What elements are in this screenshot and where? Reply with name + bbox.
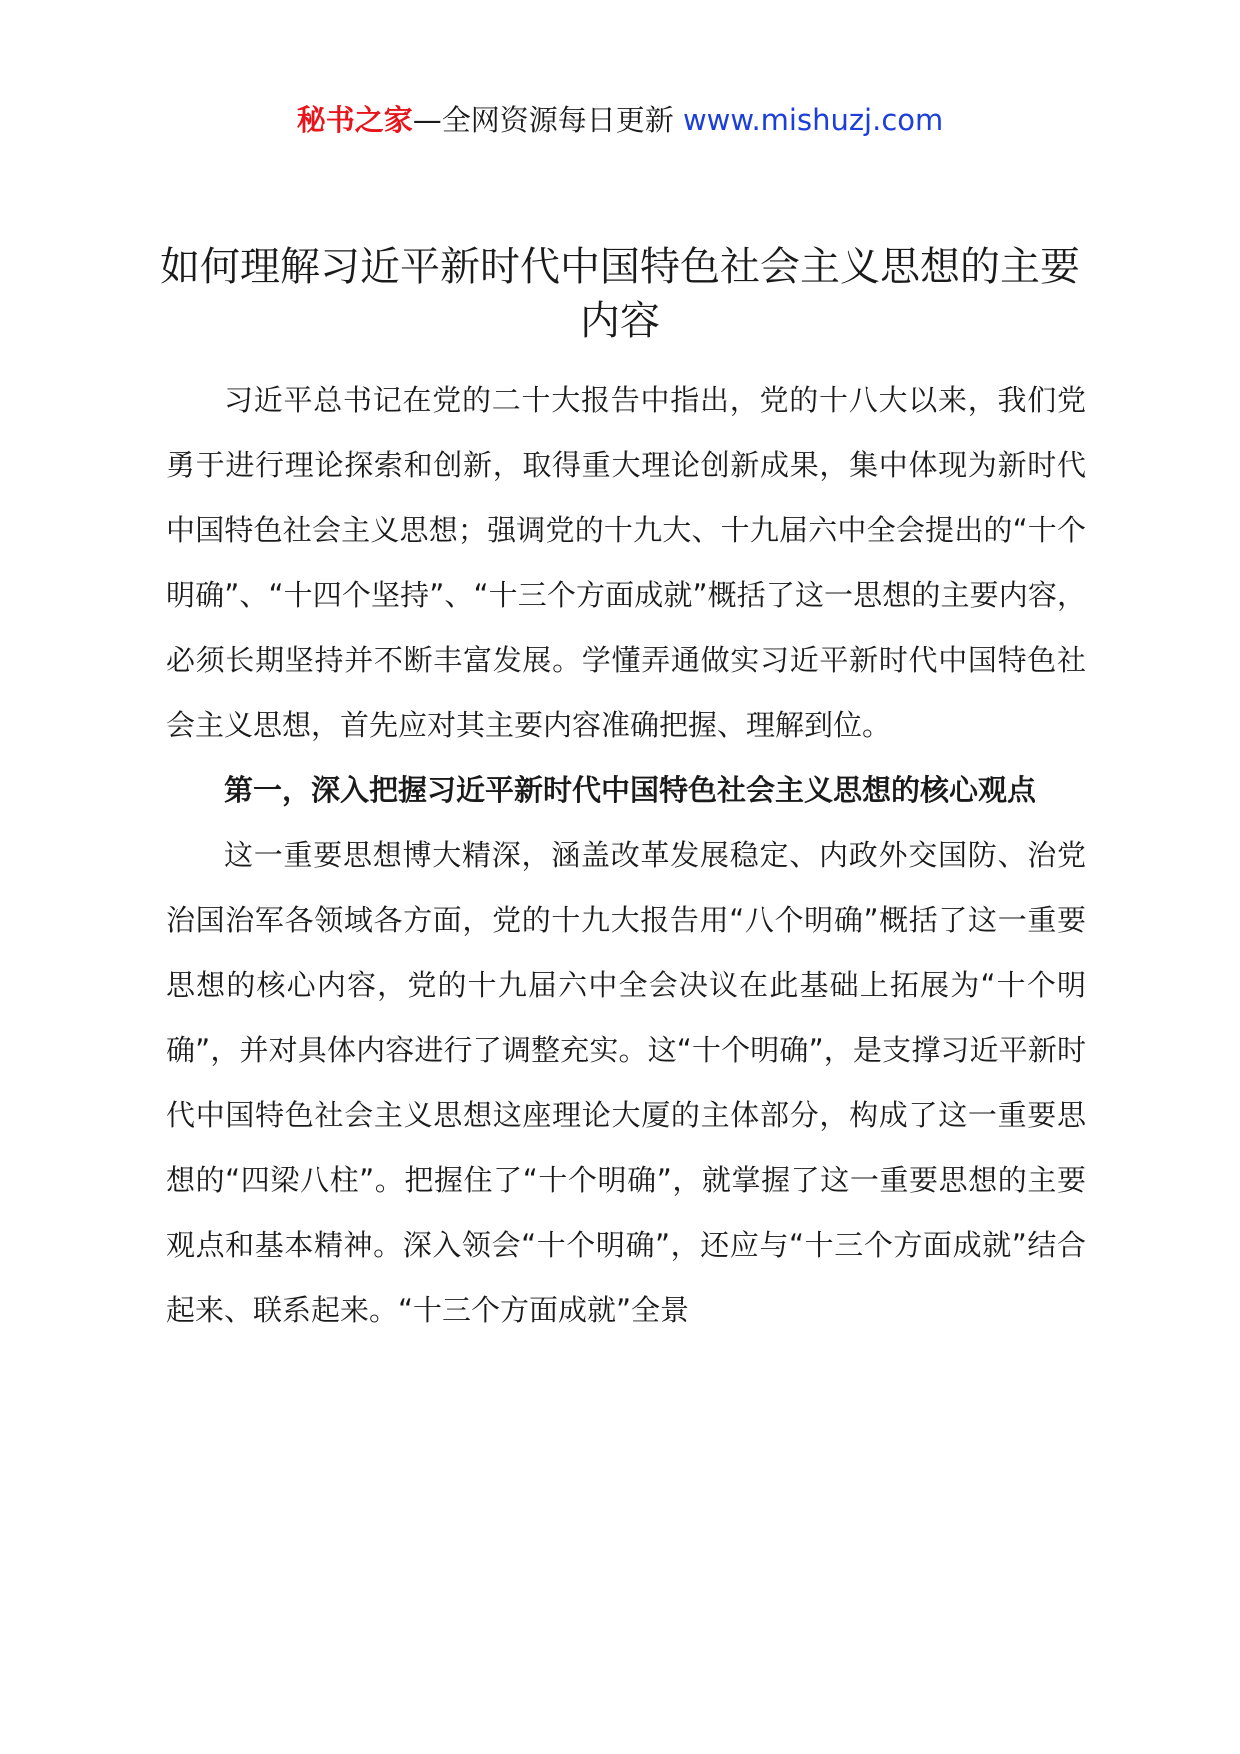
document-title: 如何理解习近平新时代中国特色社会主义思想的主要内容 xyxy=(160,244,1080,344)
site-brand: 秘书之家 xyxy=(296,103,413,137)
document-body xyxy=(166,368,1086,1343)
site-header xyxy=(0,100,1240,140)
site-tagline: —全网资源每日更新 xyxy=(412,103,674,137)
intro-paragraph: 习近平总书记在党的二十大报告中指出，党的十八大以来，我们党勇于进行理论探索和创新，取得重大理论创新成果，集中体现为新时代中国特色社会主义思想；强调党的十九大、十九届六中全会提出的“十个明确”、“十四个坚持”、“十三个方面成就”概括了这一思想的主要内容，必须长期坚持并不断丰富发展。学懂弄通做实习近平新时代中国特色社会主义思想，首先应对其主要内容准确把握、理解到位。 xyxy=(166,383,1086,742)
body-paragraph: 这一重要思想博大精深，涵盖改革发展稳定、内政外交国防、治党治国治军各领域各方面，党的十九大报告用“八个明确”概括了这一重要思想的核心内容，党的十九届六中全会决议在此基础上拓展为“十个明确”，并对具体内容进行了调整充实。这“十个明确”，是支撑习近平新时代中国特色社会主义思想这座理论大厦的主体部分，构成了这一重要思想的“四梁八柱”。把握住了“十个明确”，就掌握了这一重要思想的主要观点和基本精神。深入领会“十个明确”，还应与“十三个方面成就”结合起来、联系起来。“十三个方面成就”全景 xyxy=(166,838,1086,1327)
site-url-link[interactable]: www.mishuzj.com xyxy=(682,103,944,137)
section-heading-1: 第一，深入把握习近平新时代中国特色社会主义思想的核心观点 xyxy=(224,773,1037,807)
